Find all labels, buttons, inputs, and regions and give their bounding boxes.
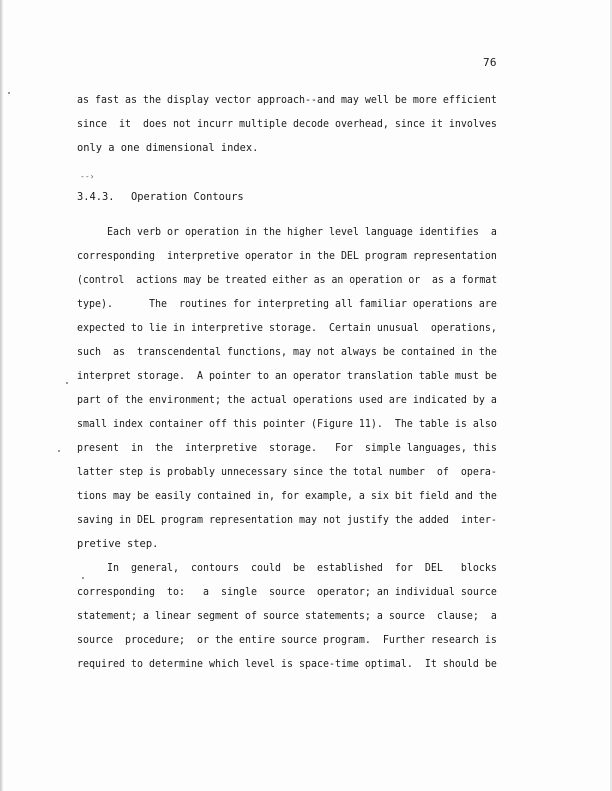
paragraph1-line: only a one dimensional index.: [77, 142, 259, 154]
scan-speck: [58, 450, 60, 452]
paragraph2-line: latter step is probably unnecessary since the total number of opera-: [77, 466, 497, 478]
scan-speck: [82, 577, 84, 579]
paragraph2-line: tions may be easily contained in, for example, a six bit field and the: [77, 490, 497, 502]
paragraph2-line: present in the interpretive storage. For simple languages, this: [77, 442, 497, 454]
section-title: Operation Contours: [131, 191, 244, 203]
section-number: 3.4.3.: [77, 191, 115, 203]
paragraph2-line: (control actions may be treated either as an operation or as a format: [77, 274, 498, 286]
paragraph2-line: pretive step.: [77, 538, 159, 550]
paragraph2-line: expected to lie in interpretive storage. Certain unusual operations,: [77, 322, 497, 334]
scan-speck: [66, 382, 68, 384]
paragraph1-line: as fast as the display vector approach--and may well be more efficient: [77, 94, 497, 106]
paragraph2-line: saving in DEL program representation may not justify the added inter-: [77, 514, 497, 526]
paragraph2-line: small index container off this pointer (Figure 11). The table is also: [77, 418, 497, 430]
paragraph2-line: Each verb or operation in the higher level language identifies a: [77, 226, 497, 238]
scan-left-edge: [0, 0, 3, 791]
paragraph3-line: corresponding to: a single source operator; an individual source: [77, 586, 497, 598]
paragraph3-line: source procedure; or the entire source program. Further research is: [77, 634, 497, 646]
paragraph2-line: part of the environment; the actual operations used are indicated by a: [77, 394, 497, 406]
section-heading: [77, 191, 244, 204]
paragraph2-line: type). The routines for interpreting all familiar operations are: [77, 298, 497, 310]
paragraph1-line: since it does not incurr multiple decode overhead, since it involves: [77, 118, 497, 130]
paragraph3-line: statement; a linear segment of source statements; a source clause; a: [77, 610, 497, 622]
page-number: 76: [483, 56, 497, 69]
scan-speck: [8, 92, 10, 94]
paragraph2-line: interpret storage. A pointer to an operator translation table must be: [77, 370, 497, 382]
paragraph3-line: required to determine which level is space-time optimal. It should be: [77, 658, 497, 670]
paragraph2-line: corresponding interpretive operator in the DEL program representation: [77, 250, 497, 262]
paragraph3-line: In general, contours could be established for DEL blocks: [77, 562, 497, 574]
paragraph2-line: such as transcendental functions, may not always be contained in the: [77, 346, 497, 358]
scan-mark: --›: [80, 172, 95, 181]
